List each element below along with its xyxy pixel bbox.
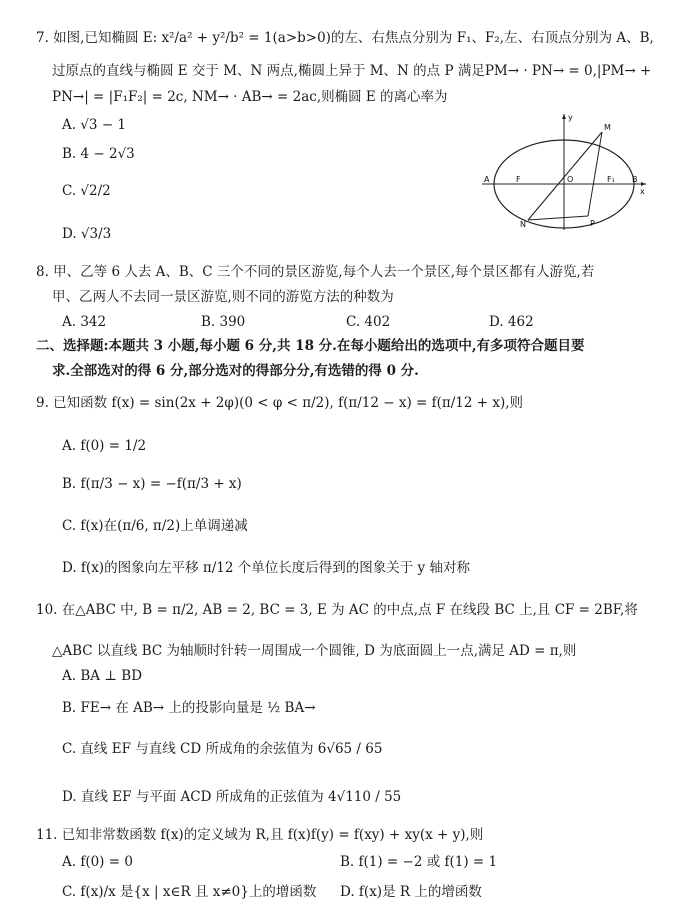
- q10-option-d: D. 直线 EF 与平面 ACD 所成角的正弦值为 4√110 / 55: [62, 789, 402, 805]
- q8-stem-line1: 8. 甲、乙等 6 人去 A、B、C 三个不同的景区游览,每个人去一个景区,每个景区都有人游览,若: [36, 264, 595, 280]
- q9-stem-line1: 9. 已知函数 f(x) = sin(2x + 2φ)(0 < φ < π/2), f(π/12 − x) = f(π/12 + x),则: [36, 395, 524, 411]
- q7-stem-line2: 过原点的直线与椭圆 E 交于 M、N 两点,椭圆上异于 M、N 的点 P 满足PM→ · PN→ = 0,|PM→ +: [52, 63, 652, 79]
- q10-option-c: C. 直线 EF 与直线 CD 所成角的余弦值为 6√65 / 65: [62, 741, 383, 757]
- q10-option-b: B. FE→ 在 AB→ 上的投影向量是 ½ BA→: [62, 700, 316, 716]
- label-o: O: [567, 175, 574, 184]
- q11-option-c: C. f(x)/x 是{x | x∈R 且 x≠0}上的增函数: [62, 884, 317, 900]
- x-axis-arrow-icon: [641, 182, 646, 186]
- y-axis-arrow-icon: [562, 114, 566, 119]
- q7-option-a: A. √3 − 1: [62, 117, 127, 133]
- q8-option-a: A. 342: [62, 314, 107, 330]
- q8-option-d: D. 462: [489, 314, 534, 330]
- q9-option-b: B. f(π/3 − x) = −f(π/3 + x): [62, 476, 242, 492]
- q10-stem-line2: △ABC 以直线 BC 为轴顺时针转一周围成一个圆锥, D 为底面圆上一点,满足 AD = π,则: [52, 643, 577, 659]
- q11-stem-line1: 11. 已知非常数函数 f(x)的定义域为 R,且 f(x)f(y) = f(xy) + xy(x + y),则: [36, 827, 484, 843]
- label-b: B: [632, 175, 638, 184]
- label-y: y: [568, 113, 573, 122]
- label-a: A: [484, 175, 490, 184]
- label-n: N: [520, 220, 526, 229]
- segment-pn: [528, 216, 588, 220]
- q7-stem-line1: 7. 如图,已知椭圆 E: x²/a² + y²/b² = 1(a>b>0)的左、右焦点分别为 F₁、F₂,左、右顶点分别为 A、B,: [36, 30, 654, 46]
- q7-option-d: D. √3/3: [62, 226, 112, 242]
- ellipse-figure: [480, 112, 650, 232]
- label-m: M: [604, 123, 611, 132]
- q11-option-a: A. f(0) = 0: [62, 854, 133, 870]
- label-f2: F₁: [607, 175, 615, 184]
- label-f1: F: [516, 175, 521, 184]
- label-p: P: [590, 219, 595, 228]
- q11-option-b: B. f(1) = −2 或 f(1) = 1: [340, 854, 498, 870]
- q10-stem-line1: 10. 在△ABC 中, B = π/2, AB = 2, BC = 3, E 为 AC 的中点,点 F 在线段 BC 上,且 CF = 2BF,将: [36, 602, 638, 618]
- q7-option-b: B. 4 − 2√3: [62, 146, 135, 162]
- q8-option-c: C. 402: [346, 314, 391, 330]
- section2-instructions-line1: 二、选择题:本题共 3 小题,每小题 6 分,共 18 分.在每小题给出的选项中,有多项符合题目要: [36, 338, 585, 354]
- q9-option-c: C. f(x)在(π/6, π/2)上单调递减: [62, 518, 248, 534]
- q11-option-d: D. f(x)是 R 上的增函数: [340, 884, 482, 900]
- q8-stem-line2: 甲、乙两人不去同一景区游览,则不同的游览方法的种数为: [52, 289, 394, 305]
- q10-option-a: A. BA ⊥ BD: [62, 668, 143, 684]
- q9-option-d: D. f(x)的图象向左平移 π/12 个单位长度后得到的图象关于 y 轴对称: [62, 560, 470, 576]
- q7-option-c: C. √2/2: [62, 183, 111, 199]
- q7-stem-line3: PN→| = |F₁F₂| = 2c, NM→ · AB→ = 2ac,则椭圆 E 的离心率为: [52, 89, 448, 105]
- q9-option-a: A. f(0) = 1/2: [62, 438, 147, 454]
- label-x: x: [640, 187, 645, 196]
- section2-instructions-line2: 求.全部选对的得 6 分,部分选对的得部分分,有选错的得 0 分.: [52, 363, 419, 379]
- q8-option-b: B. 390: [201, 314, 246, 330]
- chord-mn: [528, 132, 602, 220]
